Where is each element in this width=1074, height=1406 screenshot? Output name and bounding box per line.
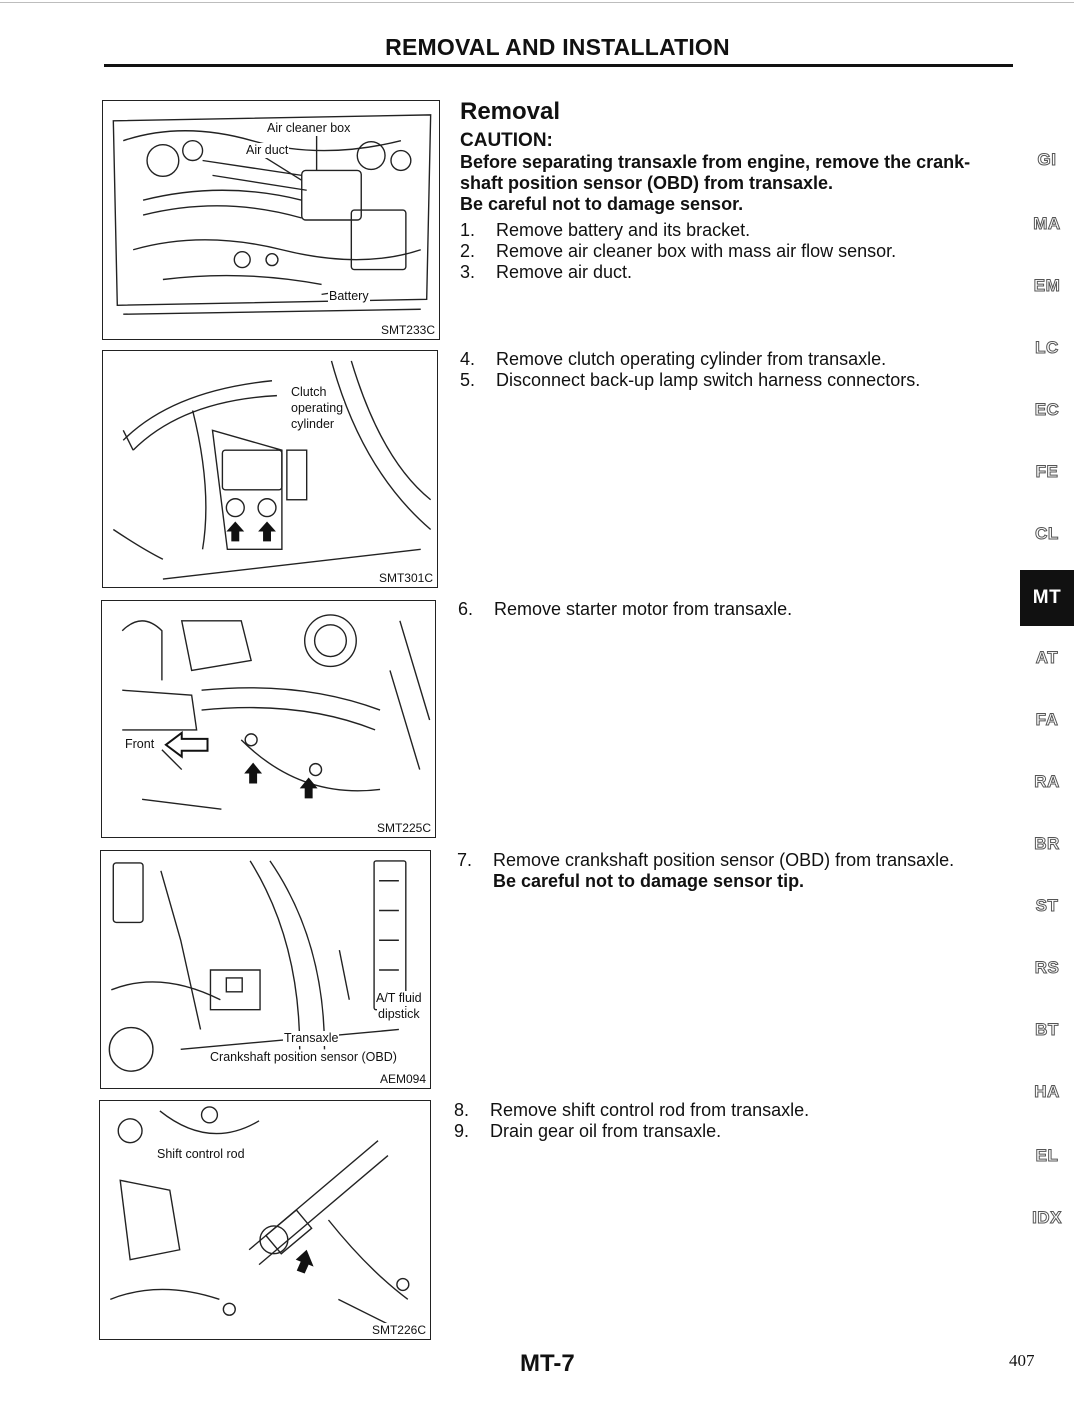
step-number: 7. bbox=[457, 850, 473, 870]
caution-line: shaft position sensor (OBD) from transaxle. bbox=[460, 173, 834, 193]
figure-code: AEM094 bbox=[379, 1072, 426, 1086]
step-text: Disconnect back-up lamp switch harness connectors. bbox=[496, 370, 921, 390]
tab-at[interactable]: AT bbox=[1035, 648, 1059, 667]
figure-code: SMT301C bbox=[378, 571, 433, 585]
figure-starter-motor bbox=[101, 600, 436, 838]
callout-transaxle: Transaxle bbox=[284, 1031, 339, 1045]
step-item bbox=[460, 349, 1000, 370]
step-item bbox=[460, 262, 1000, 283]
figure-shift-control-rod bbox=[99, 1100, 431, 1340]
step-text: Remove starter motor from transaxle. bbox=[494, 599, 793, 619]
tab-lc[interactable]: LC bbox=[1035, 338, 1059, 357]
callout-at-fluid: A/T fluid bbox=[376, 991, 422, 1005]
step-item bbox=[454, 1121, 994, 1142]
callout-clutch: Clutch bbox=[291, 385, 327, 399]
footer-section-code: MT-7 bbox=[520, 1350, 575, 1377]
figure-clutch-cylinder bbox=[102, 350, 438, 588]
step-item bbox=[454, 1100, 994, 1121]
step-number: 1. bbox=[460, 220, 476, 240]
tab-ha[interactable]: HA bbox=[1034, 1082, 1060, 1101]
clutch-cylinder-illustration bbox=[103, 351, 437, 587]
step-item bbox=[460, 220, 1000, 241]
step-text: Remove clutch operating cylinder from transaxle. bbox=[496, 349, 887, 369]
tab-cl[interactable]: CL bbox=[1035, 524, 1059, 543]
step-number: 8. bbox=[454, 1100, 470, 1120]
tab-ec[interactable]: EC bbox=[1034, 400, 1060, 419]
step-item bbox=[460, 241, 1000, 262]
step-text: Remove air cleaner box with mass air flow sensor. bbox=[496, 241, 897, 261]
tab-idx[interactable]: IDX bbox=[1032, 1208, 1062, 1227]
steps-group-3 bbox=[458, 599, 998, 620]
callout-operating: operating bbox=[291, 401, 344, 415]
step-item bbox=[458, 599, 998, 620]
step-number: 4. bbox=[460, 349, 476, 369]
steps-group-1 bbox=[460, 220, 1000, 283]
callout-front: Front bbox=[125, 737, 155, 751]
starter-motor-illustration bbox=[102, 601, 435, 837]
step-item bbox=[457, 850, 1012, 871]
callout-battery: Battery bbox=[329, 289, 369, 303]
step-number: 3. bbox=[460, 262, 476, 282]
step-number: 9. bbox=[454, 1121, 470, 1141]
title-rule bbox=[104, 64, 1013, 67]
tab-gi[interactable]: GI bbox=[1037, 150, 1057, 169]
step-text: Remove battery and its bracket. bbox=[496, 220, 751, 240]
callout-dipstick: dipstick bbox=[378, 1007, 420, 1021]
figure-code: SMT226C bbox=[371, 1323, 426, 1337]
tab-rs[interactable]: RS bbox=[1034, 958, 1060, 977]
callout-crankshaft-sensor: Crankshaft position sensor (OBD) bbox=[210, 1050, 397, 1064]
tab-br[interactable]: BR bbox=[1034, 834, 1060, 853]
engine-bay-illustration bbox=[103, 101, 439, 339]
caution-line: Be careful not to damage sensor. bbox=[460, 194, 744, 214]
callout-air-duct: Air duct bbox=[246, 143, 289, 157]
caution-label: CAUTION: bbox=[460, 130, 553, 151]
top-border bbox=[0, 2, 1074, 3]
tab-bt[interactable]: BT bbox=[1035, 1020, 1059, 1039]
tab-ra[interactable]: RA bbox=[1034, 772, 1060, 791]
tab-em[interactable]: EM bbox=[1033, 276, 1061, 295]
caution-text bbox=[460, 152, 1020, 215]
page-number: 407 bbox=[1009, 1351, 1035, 1370]
step-number: 6. bbox=[458, 599, 474, 619]
callout-cylinder: cylinder bbox=[291, 417, 335, 431]
steps-group-4 bbox=[457, 850, 1012, 892]
caution-line: Before separating transaxle from engine, remove the crank- bbox=[460, 152, 971, 172]
tab-st[interactable]: ST bbox=[1035, 896, 1059, 915]
tab-el[interactable]: EL bbox=[1035, 1146, 1059, 1165]
tab-fe[interactable]: FE bbox=[1035, 462, 1059, 481]
step-note-text: Be careful not to damage sensor tip. bbox=[493, 871, 805, 891]
step-note bbox=[457, 871, 1012, 892]
step-item bbox=[460, 370, 1000, 391]
callout-shift-control-rod: Shift control rod bbox=[157, 1147, 245, 1161]
step-number: 5. bbox=[460, 370, 476, 390]
tab-ma[interactable]: MA bbox=[1033, 214, 1061, 233]
tab-fa[interactable]: FA bbox=[1035, 710, 1059, 729]
step-text: Drain gear oil from transaxle. bbox=[490, 1121, 722, 1141]
callout-air-cleaner-box: Air cleaner box bbox=[267, 121, 351, 135]
figure-crankshaft-sensor bbox=[100, 850, 431, 1089]
shift-control-rod-illustration bbox=[100, 1101, 430, 1339]
section-heading: Removal bbox=[460, 98, 561, 125]
step-text: Remove air duct. bbox=[496, 262, 633, 282]
figure-code: SMT233C bbox=[380, 323, 435, 337]
steps-group-5 bbox=[454, 1100, 994, 1142]
step-number: 2. bbox=[460, 241, 476, 261]
tab-mt[interactable]: MT bbox=[1020, 570, 1074, 626]
step-text: Remove crankshaft position sensor (OBD) from transaxle. bbox=[493, 850, 955, 870]
page-title: REMOVAL AND INSTALLATION bbox=[385, 34, 730, 60]
step-text: Remove shift control rod from transaxle. bbox=[490, 1100, 810, 1120]
figure-code: SMT225C bbox=[376, 821, 431, 835]
steps-group-2 bbox=[460, 349, 1000, 391]
figure-engine-bay bbox=[102, 100, 440, 340]
